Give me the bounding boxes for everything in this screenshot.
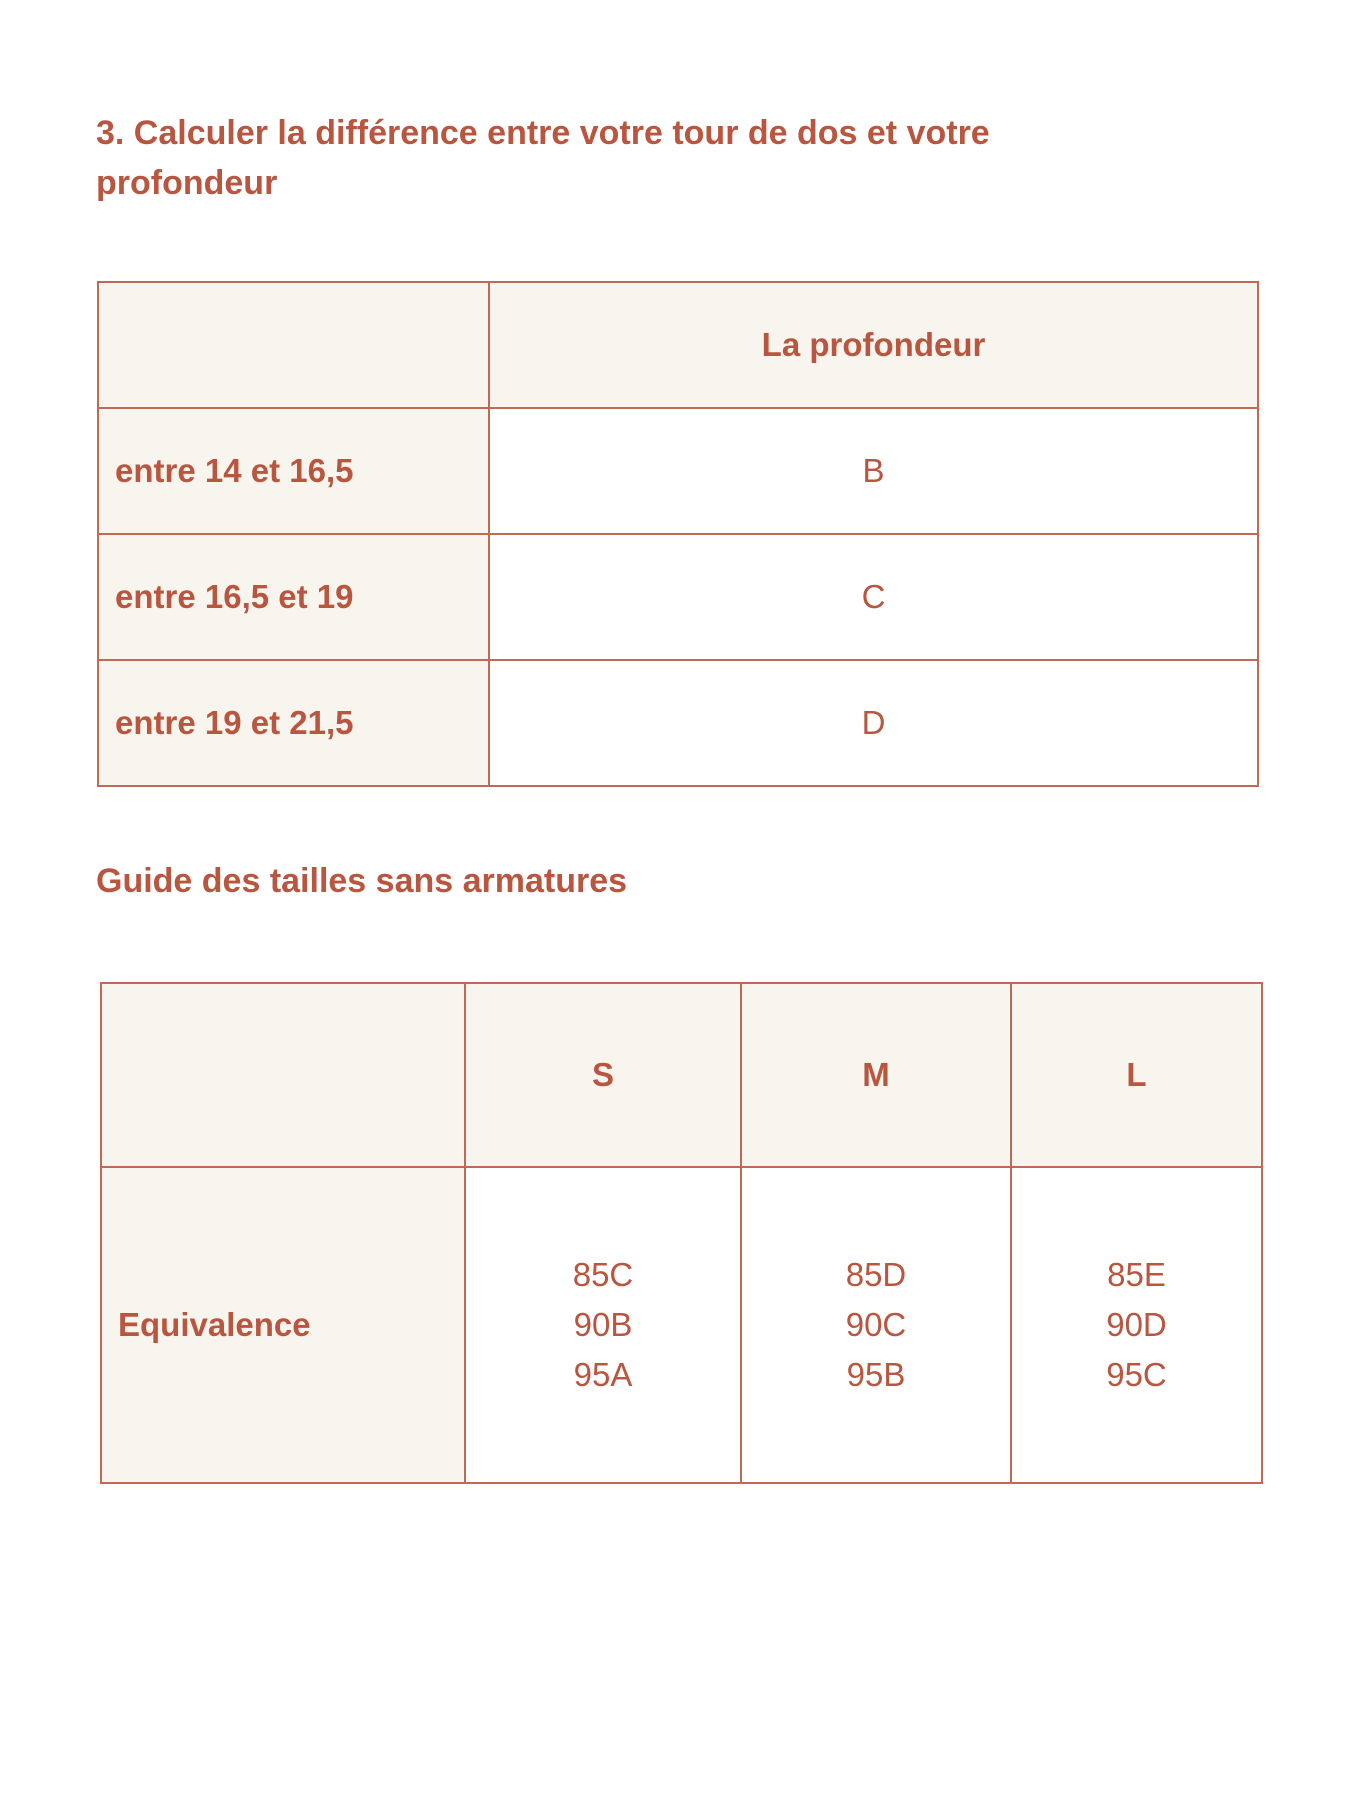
- table-row: [98, 408, 1258, 534]
- cup-size-value: B: [489, 408, 1258, 534]
- cup-size-value: C: [489, 534, 1258, 660]
- bra-size-value: 95A: [573, 1356, 633, 1393]
- bra-size-value: 95C: [1106, 1356, 1167, 1393]
- size-s-equivalents: [465, 1167, 741, 1483]
- bra-size-value: 85C: [572, 1256, 634, 1293]
- table-row: [98, 534, 1258, 660]
- table-header-empty-cell: [98, 282, 489, 408]
- depth-table: [97, 281, 1259, 787]
- table-row: [101, 1167, 1262, 1483]
- table-row: [98, 660, 1258, 786]
- bra-size-value: 90C: [845, 1306, 907, 1343]
- depth-range-label: entre 14 et 16,5: [98, 408, 489, 534]
- equivalence-label: Equivalence: [101, 1167, 465, 1483]
- section-title: 3. Calculer la différence entre votre tour de dos et votre profondeur: [96, 114, 990, 202]
- table-header-empty-cell: [101, 983, 465, 1167]
- bra-size-value: 85D: [845, 1256, 907, 1293]
- size-header-s: S: [465, 983, 741, 1167]
- bra-size-value: 95B: [846, 1356, 906, 1393]
- size-l-equivalents: [1011, 1167, 1262, 1483]
- guide-title: Guide des tailles sans armatures: [96, 862, 628, 900]
- size-header-l: L: [1011, 983, 1262, 1167]
- size-m-equivalents: [741, 1167, 1011, 1483]
- size-header-m: M: [741, 983, 1011, 1167]
- table-header-row: [101, 983, 1262, 1167]
- size-guide-table: [100, 982, 1263, 1484]
- cup-size-value: D: [489, 660, 1258, 786]
- bra-size-value: 85E: [1107, 1256, 1166, 1293]
- bra-size-value: 90D: [1106, 1306, 1167, 1343]
- bra-size-value: 90B: [573, 1306, 633, 1343]
- table-header-row: [98, 282, 1258, 408]
- depth-range-label: entre 16,5 et 19: [98, 534, 489, 660]
- depth-column-header: La profondeur: [489, 282, 1258, 408]
- depth-range-label: entre 19 et 21,5: [98, 660, 489, 786]
